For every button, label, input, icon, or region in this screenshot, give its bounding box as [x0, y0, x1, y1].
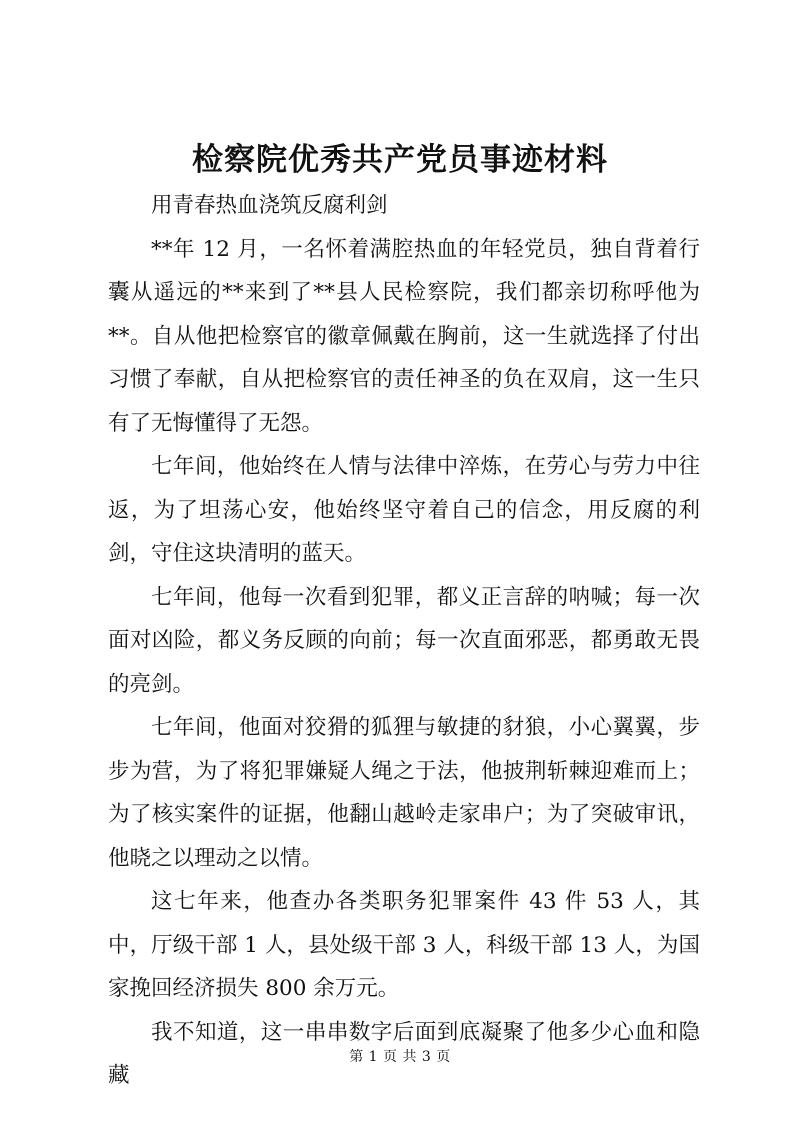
paragraph: 我不知道，这一串串数字后面到底凝聚了他多少心血和隐藏	[108, 1019, 700, 1088]
paragraph: 七年间，他始终在人情与法律中淬炼，在劳心与劳力中往返，为了坦荡心安，他始终坚守着自己的信念，用反腐的利剑，守住这块清明的蓝天。	[108, 454, 700, 566]
document-title: 检察院优秀共产党员事迹材料	[192, 142, 608, 178]
subtitle-paragraph: 用青春热血浇筑反腐利剑	[151, 193, 388, 218]
paragraph: **年 12 月，一名怀着满腔热血的年轻党员，独自背着行囊从遥远的**来到了**县人民检察院，我们都亲切称呼他为**。自从他把检察官的徽章佩戴在胸前，这一生就选择了付出习惯了奉献，自从把检察官的责任神圣的负在双肩，这一生只有了无悔懂得了无怨。	[108, 236, 700, 436]
paragraph: 这七年来，他查办各类职务犯罪案件 43 件 53 人，其中，厅级干部 1 人，县处级干部 3 人，科级干部 13 人，为国家挽回经济损失 800 余万元。	[108, 889, 700, 1001]
paragraph: 七年间，他每一次看到犯罪，都义正言辞的呐喊；每一次面对凶险，都义务反顾的向前；每一次直面邪恶，都勇敢无畏的亮剑。	[108, 584, 700, 697]
paragraph: 七年间，他面对狡猾的狐狸与敏捷的豺狼，小心翼翼，步步为营，为了将犯罪嫌疑人绳之于法，他披荆斩棘迎难而上；为了核实案件的证据，他翻山越岭走家串户；为了突破审讯，他晓之以理动之以情。	[108, 715, 700, 871]
document-body	[108, 184, 700, 1098]
page-footer: 第 1 页 共 3 页	[349, 1049, 451, 1065]
